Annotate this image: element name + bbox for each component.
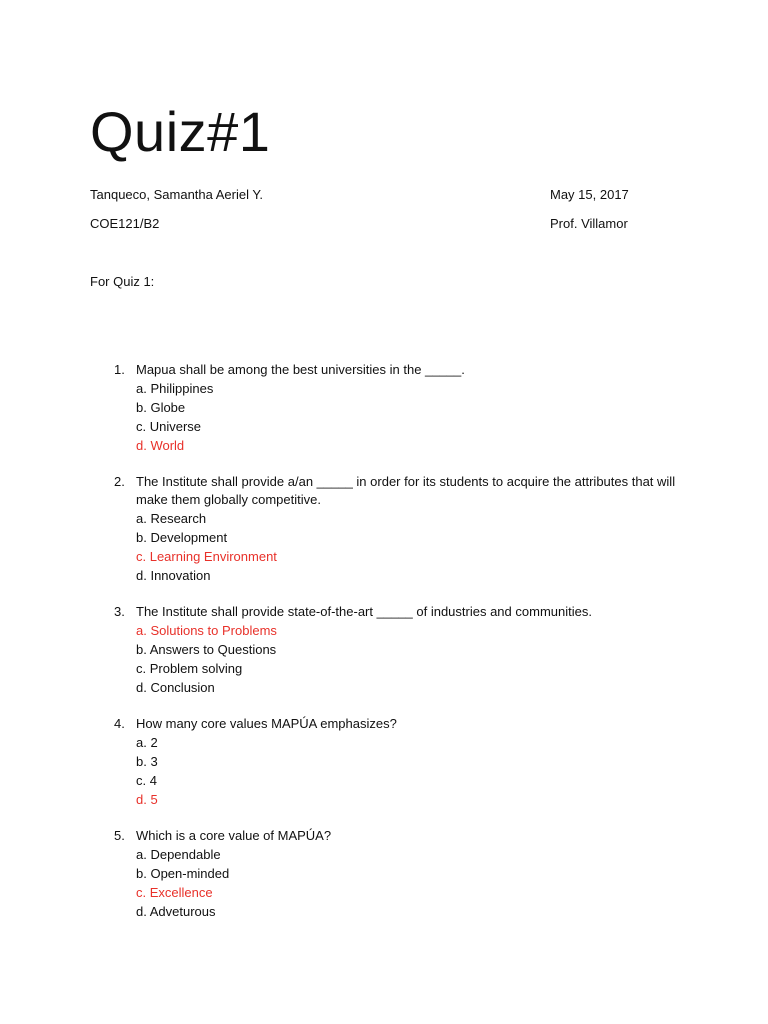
question-item [90,715,690,809]
answer-option: b. Open-minded [136,866,230,881]
answer-option: c. 4 [136,773,157,788]
question-item [90,827,690,921]
professor-name: Prof. Villamor [550,216,628,231]
answer-option: a. 2 [136,735,158,750]
answer-option: a. Philippines [136,381,214,396]
quiz-intro: For Quiz 1: [90,274,155,289]
answer-option: b. 3 [136,754,158,769]
answer-options [136,621,690,697]
answer-option-correct: c. Excellence [136,885,213,900]
answer-option: a. Research [136,511,207,526]
student-name: Tanqueco, Samantha Aeriel Y. [90,187,263,202]
answer-option: b. Globe [136,400,186,415]
answer-options [136,733,690,809]
question-number: 2. [114,474,125,489]
answer-option: b. Development [136,530,228,545]
quiz-date: May 15, 2017 [550,187,629,202]
question-text: Which is a core value of MAPÚA? [136,828,332,843]
answer-option-correct: d. World [136,438,185,453]
question-item [90,473,690,585]
answer-options [136,509,690,585]
question-item [90,361,690,455]
answer-option: c. Universe [136,419,202,434]
answer-options [136,379,690,455]
course-section: COE121/B2 [90,216,160,231]
answer-option: b. Answers to Questions [136,642,277,657]
question-number: 3. [114,604,125,619]
page-title: Quiz#1 [90,100,271,163]
question-number: 1. [114,362,125,377]
question-text: How many core values MAPÚA emphasizes? [136,716,397,731]
question-list [90,361,690,939]
answer-option-correct: d. 5 [136,792,158,807]
question-text: The Institute shall provide state-of-the-art _____ of industries and communities. [136,604,592,619]
question-number: 4. [114,716,125,731]
question-text: Mapua shall be among the best universities in the _____. [136,362,465,377]
answer-option: d. Innovation [136,568,211,583]
answer-option: a. Dependable [136,847,221,862]
answer-option: c. Problem solving [136,661,243,676]
answer-option-correct: a. Solutions to Problems [136,623,277,638]
answer-option-correct: c. Learning Environment [136,549,277,564]
question-number: 5. [114,828,125,843]
answer-option: d. Conclusion [136,680,215,695]
question-text: The Institute shall provide a/an _____ in order for its students to acquire the attributes that will make them globally competitive. [136,474,676,507]
answer-option: d. Adveturous [136,904,216,919]
answer-options [136,845,690,921]
question-item [90,603,690,697]
